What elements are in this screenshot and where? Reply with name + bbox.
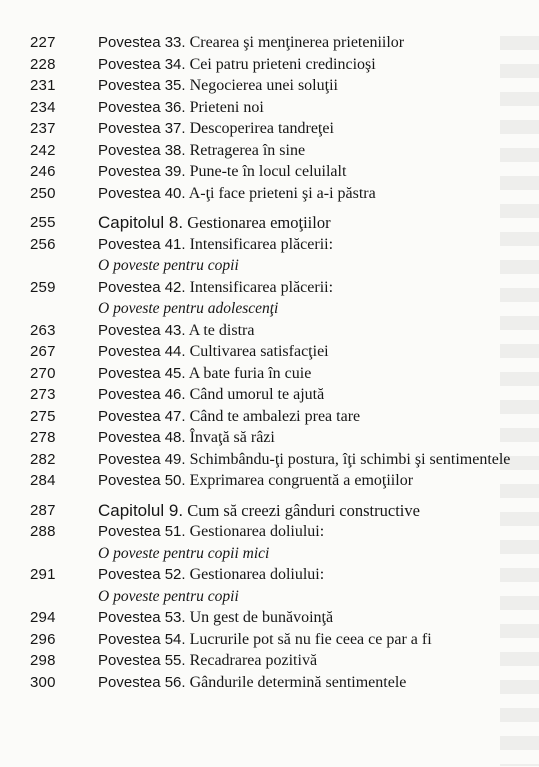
- entry-prefix: Povestea 56.: [98, 673, 186, 691]
- toc-entry[interactable]: [30, 161, 520, 183]
- entry-prefix: Povestea 39.: [98, 163, 186, 180]
- toc-entry[interactable]: [30, 97, 520, 119]
- entry-prefix: Povestea 35.: [98, 77, 186, 94]
- entry-text: [98, 32, 520, 54]
- toc-entry[interactable]: [30, 363, 520, 385]
- entry-text: [98, 650, 520, 672]
- entry-title: Când umorul te ajută: [189, 386, 325, 403]
- entry-prefix: Povestea 37.: [98, 120, 186, 137]
- page-number: 246: [30, 163, 56, 180]
- entry-prefix: Povestea 51.: [98, 523, 186, 540]
- entry-text: [98, 672, 520, 694]
- entry-text: [98, 97, 520, 119]
- toc-entry[interactable]: [30, 75, 520, 97]
- page-number: 298: [30, 652, 56, 669]
- toc-entry[interactable]: [30, 427, 520, 449]
- page-number: 259: [30, 278, 56, 296]
- page-number: 234: [30, 98, 56, 116]
- entry-prefix: Povestea 46.: [98, 386, 186, 403]
- entry-title: Schimbându-ţi postura, îţi schimbi şi sentimentele: [189, 450, 511, 468]
- entry-title: Gestionarea emoţiilor: [187, 213, 331, 232]
- entry-text: [98, 118, 520, 140]
- toc-entry[interactable]: [30, 234, 520, 277]
- entry-text: [98, 406, 520, 428]
- toc-entry[interactable]: [30, 54, 520, 76]
- entry-prefix: Povestea 49.: [98, 450, 186, 468]
- entry-text: [98, 75, 520, 97]
- entry-title: Gândurile determină sentimentele: [189, 673, 407, 691]
- entry-title: Învaţă să râzi: [189, 429, 275, 446]
- entry-text: [98, 607, 520, 629]
- entry-text: [98, 183, 520, 205]
- entry-prefix: Povestea 33.: [98, 34, 186, 51]
- entry-prefix: Povestea 43.: [98, 321, 186, 339]
- entry-prefix: Povestea 45.: [98, 364, 186, 382]
- entry-prefix: Capitolul 9.: [98, 500, 184, 520]
- entry-title: Intensificarea plăcerii:: [189, 278, 334, 296]
- entry-title: Cei patru prieteni credincioşi: [189, 55, 376, 73]
- entry-subtitle: O poveste pentru adolescenţi: [98, 300, 279, 317]
- entry-prefix: Povestea 38.: [98, 141, 186, 159]
- entry-prefix: Povestea 54.: [98, 630, 186, 648]
- page-number: 256: [30, 235, 56, 253]
- entry-prefix: Povestea 53.: [98, 609, 186, 626]
- page-number: 296: [30, 630, 56, 648]
- entry-text: [98, 140, 520, 162]
- toc-chapter-entry[interactable]: [30, 500, 520, 522]
- entry-title: Intensificarea plăcerii:: [189, 235, 334, 253]
- entry-title: Gestionarea doliului:: [189, 523, 325, 540]
- entry-text: [98, 427, 520, 449]
- entry-text: [98, 363, 520, 385]
- page-number: 284: [30, 472, 56, 489]
- entry-title: Gestionarea doliului:: [189, 566, 325, 583]
- page-number: 294: [30, 609, 56, 626]
- entry-text: [98, 384, 520, 406]
- page-number: 287: [30, 501, 56, 519]
- entry-text: [98, 161, 520, 183]
- entry-title: Pune-te în locul celuilalt: [189, 163, 347, 180]
- page-number: 231: [30, 77, 56, 94]
- page-number: 267: [30, 343, 56, 360]
- entry-title: Prieteni noi: [189, 98, 264, 116]
- entry-title: Exprimarea congruentă a emoţiilor: [189, 472, 414, 489]
- page-number: 273: [30, 386, 56, 403]
- entry-prefix: Povestea 42.: [98, 278, 186, 296]
- toc-entry[interactable]: [30, 384, 520, 406]
- entry-text: [98, 277, 520, 320]
- entry-text: [98, 564, 520, 607]
- toc-entry[interactable]: [30, 470, 520, 492]
- page-number: 228: [30, 55, 56, 73]
- entry-prefix: Povestea 44.: [98, 343, 186, 360]
- entry-text: [98, 629, 520, 651]
- toc-entry[interactable]: [30, 406, 520, 428]
- toc-entry[interactable]: [30, 672, 520, 694]
- page-number: 237: [30, 120, 56, 137]
- entry-prefix: Povestea 41.: [98, 235, 186, 253]
- page-number: 242: [30, 141, 56, 159]
- entry-title: Lucrurile pot să nu fie ceea ce par a fi: [189, 630, 432, 648]
- page-number: 300: [30, 673, 56, 691]
- entry-title: Negocierea unei soluţii: [189, 77, 338, 94]
- toc-entry[interactable]: [30, 341, 520, 363]
- page-number: 255: [30, 214, 56, 231]
- entry-title: Crearea şi menţinerea prieteniilor: [189, 34, 405, 51]
- entry-prefix: Povestea 55.: [98, 652, 186, 669]
- toc-entry[interactable]: [30, 564, 520, 607]
- toc-entry[interactable]: [30, 607, 520, 629]
- toc-entry[interactable]: [30, 118, 520, 140]
- entry-prefix: Povestea 50.: [98, 472, 186, 489]
- toc-entry[interactable]: [30, 521, 520, 564]
- page-number: 291: [30, 566, 56, 583]
- entry-title: A te distra: [188, 321, 255, 339]
- entry-prefix: Povestea 47.: [98, 407, 186, 425]
- toc-entry[interactable]: [30, 650, 520, 672]
- entry-subtitle: O poveste pentru copii: [98, 587, 239, 605]
- toc-entry[interactable]: [30, 629, 520, 651]
- entry-title: Recadrarea pozitivă: [189, 652, 318, 669]
- toc-chapter-entry[interactable]: [30, 212, 520, 234]
- toc-entry[interactable]: [30, 32, 520, 54]
- table-of-contents: [30, 32, 520, 693]
- entry-subtitle: O poveste pentru copii mici: [98, 544, 270, 562]
- entry-prefix: Povestea 40.: [98, 184, 186, 202]
- entry-title: Cum să creezi gânduri constructive: [187, 500, 420, 520]
- toc-entry[interactable]: [30, 449, 520, 471]
- entry-title: Un gest de bunăvoinţă: [189, 609, 334, 626]
- page-number: 270: [30, 364, 56, 382]
- entry-text: [98, 521, 520, 564]
- entry-title: Retragerea în sine: [189, 141, 306, 159]
- entry-text: [98, 234, 520, 277]
- page-number: 282: [30, 450, 56, 468]
- entry-title: Cultivarea satisfacţiei: [189, 343, 329, 360]
- toc-entry[interactable]: [30, 140, 520, 162]
- entry-text: [98, 470, 520, 492]
- toc-entry[interactable]: [30, 320, 520, 342]
- entry-title: A-ţi face prieteni şi a-i păstra: [188, 184, 376, 202]
- entry-text: [98, 54, 520, 76]
- entry-text: [98, 212, 520, 234]
- toc-entry[interactable]: [30, 183, 520, 205]
- entry-text: [98, 341, 520, 363]
- entry-text: [98, 449, 520, 471]
- page-number: 275: [30, 407, 56, 425]
- entry-title: Descoperirea tandreţei: [189, 120, 334, 137]
- entry-prefix: Povestea 48.: [98, 429, 186, 446]
- toc-entry[interactable]: [30, 277, 520, 320]
- entry-prefix: Povestea 52.: [98, 566, 186, 583]
- entry-title: Când te ambalezi prea tare: [189, 407, 361, 425]
- entry-prefix: Povestea 34.: [98, 55, 186, 73]
- page-number: 263: [30, 321, 56, 339]
- page-number: 227: [30, 34, 56, 51]
- page-number: 288: [30, 523, 56, 540]
- entry-text: [98, 500, 520, 522]
- page-number: 278: [30, 429, 56, 446]
- page-number: 250: [30, 184, 56, 202]
- entry-subtitle: O poveste pentru copii: [98, 257, 239, 274]
- entry-text: [98, 320, 520, 342]
- entry-prefix: Capitolul 8.: [98, 213, 184, 232]
- entry-title: A bate furia în cuie: [188, 364, 312, 382]
- entry-prefix: Povestea 36.: [98, 98, 186, 116]
